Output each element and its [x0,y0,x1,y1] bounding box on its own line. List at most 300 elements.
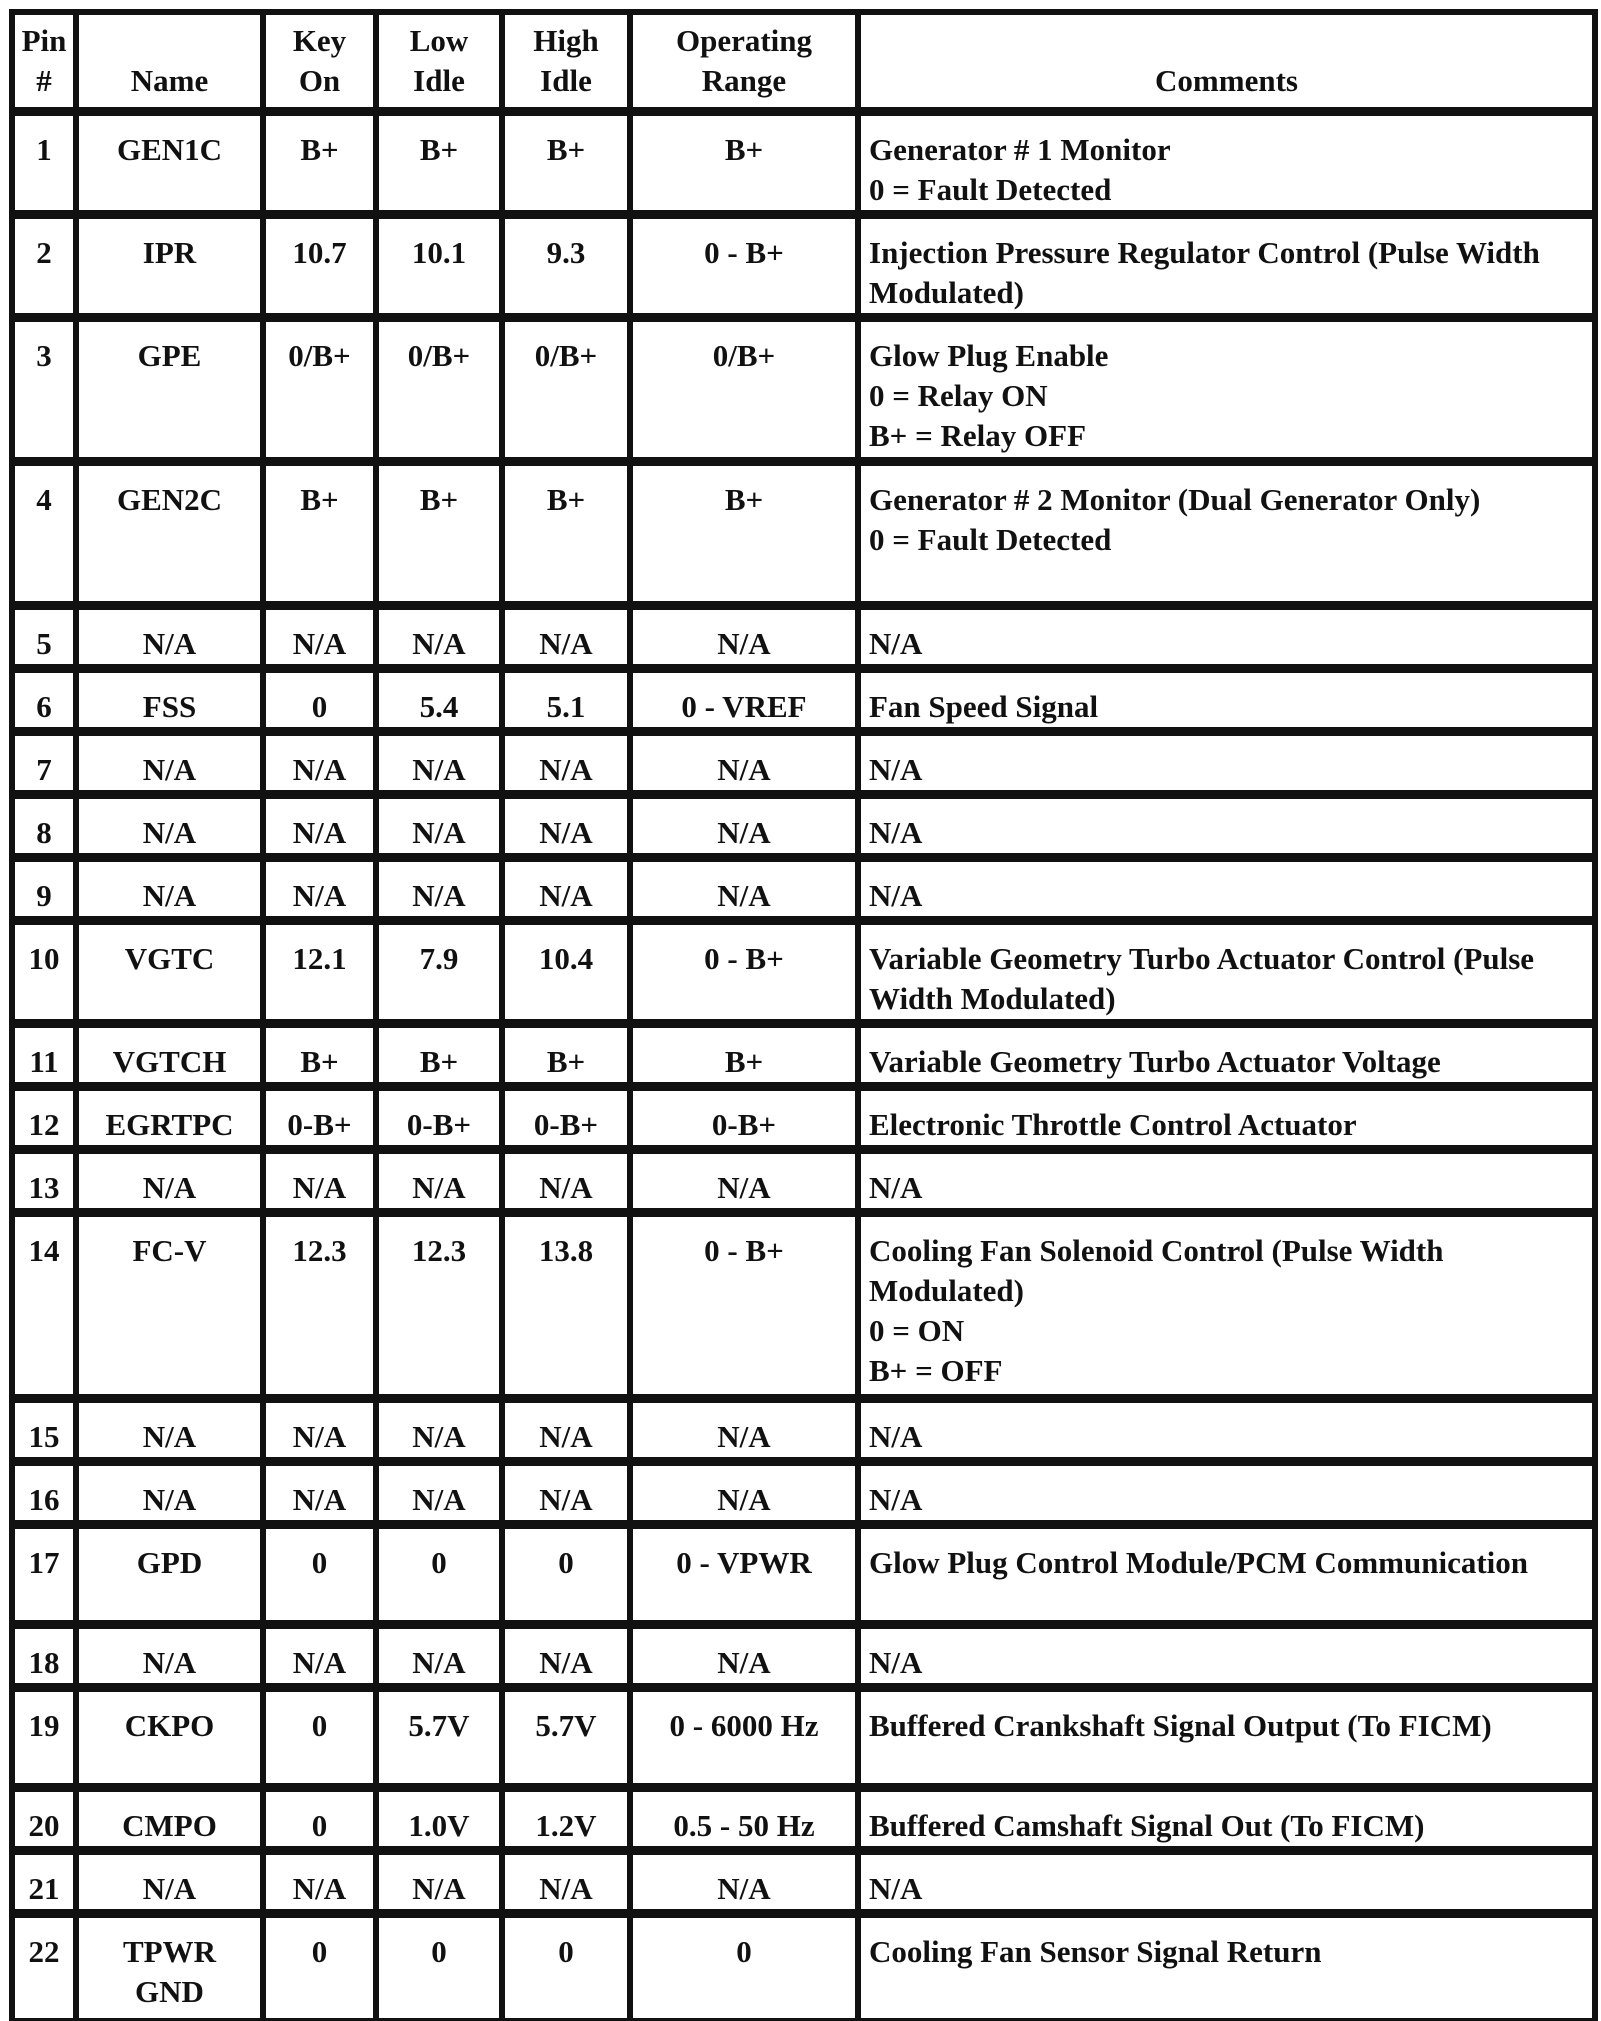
cell-pin-text: 4 [36,482,52,517]
cell-name [79,1855,266,1918]
cell-pin-text: 21 [28,1871,60,1906]
cell-comments-text: N/A [869,815,923,850]
cell-name-text: CMPO [122,1808,217,1843]
cell-low-idle [379,1629,505,1692]
cell-name-text: VGTC [124,941,215,976]
cell-name [79,925,266,1028]
cell-name-text: IPR [142,235,197,270]
cell-key-on-text: N/A [292,1419,347,1454]
cell-operating-range [633,610,861,673]
cell-pin [15,673,79,736]
table-row [15,736,1592,799]
cell-comments-text: N/A [869,1645,923,1680]
cell-low-idle [379,466,505,610]
cell-high-idle-text: N/A [539,1482,593,1517]
table-row [15,1028,1592,1091]
cell-key-on [266,1217,379,1403]
cell-high-idle-text: N/A [539,1645,593,1680]
cell-low-idle [379,1466,505,1529]
cell-low-idle-text: 10.1 [411,235,467,270]
cell-low-idle-text: N/A [412,1170,466,1205]
cell-pin-text: 13 [28,1170,60,1205]
cell-comments-text: N/A [869,878,923,913]
cell-operating-range [633,1154,861,1217]
table-row [15,799,1592,862]
cell-key-on [266,1629,379,1692]
cell-key-on [266,1918,379,2018]
cell-comments-text: Glow Plug Enable 0 = Relay ON B+ = Relay OFF [869,338,1109,453]
cell-operating-range [633,219,861,322]
cell-name-text: N/A [142,752,197,787]
cell-pin-text: 7 [36,752,52,787]
cell-pin-text: 19 [28,1708,60,1743]
cell-name [79,1918,266,2018]
cell-comments [861,466,1592,610]
cell-name-text: TPWR GND [123,1934,216,2009]
cell-key-on [266,1154,379,1217]
cell-high-idle [505,1217,633,1403]
cell-operating-range [633,322,861,466]
cell-comments [861,1792,1592,1855]
cell-key-on [266,925,379,1028]
cell-pin [15,1028,79,1091]
cell-name-text: FSS [142,689,197,724]
cell-key-on-text: N/A [292,1170,347,1205]
cell-pin [15,219,79,322]
cell-high-idle [505,736,633,799]
cell-key-on [266,1792,379,1855]
cell-operating-range-text: B+ [724,1044,764,1079]
cell-comments-text: Generator # 2 Monitor (Dual Generator Only) 0 = Fault Detected [869,482,1481,557]
cell-low-idle-text: 1.0V [408,1808,470,1843]
cell-high-idle-text: 0 [558,1545,574,1580]
cell-pin-text: 8 [36,815,52,850]
cell-pin-text: 10 [28,941,60,976]
cell-name [79,1091,266,1154]
cell-name [79,322,266,466]
cell-low-idle [379,116,505,219]
header-high-idle: High Idle [505,15,633,116]
cell-operating-range-text: 0 - B+ [704,235,784,270]
cell-name [79,1217,266,1403]
cell-key-on [266,1091,379,1154]
cell-name [79,1466,266,1529]
cell-operating-range-text: 0 - VPWR [676,1545,812,1580]
cell-name-text: N/A [142,626,197,661]
table-row [15,610,1592,673]
cell-key-on [266,1466,379,1529]
cell-low-idle-text: 0 [431,1934,447,1969]
cell-comments-text: Generator # 1 Monitor 0 = Fault Detected [869,132,1171,207]
cell-key-on [266,610,379,673]
table-row [15,1403,1592,1466]
cell-low-idle [379,1028,505,1091]
cell-low-idle-text: N/A [412,752,466,787]
cell-name-text: GPD [136,1545,203,1580]
header-key-on: Key On [266,15,379,116]
cell-high-idle-text: 13.8 [538,1233,594,1268]
cell-pin-text: 20 [28,1808,60,1843]
cell-operating-range-text: B+ [724,132,764,167]
cell-comments [861,1529,1592,1629]
cell-key-on-text: 0/B+ [288,338,351,373]
cell-low-idle-text: N/A [412,1419,466,1454]
cell-low-idle [379,736,505,799]
cell-key-on [266,1855,379,1918]
cell-name [79,1692,266,1792]
cell-name-text: VGTCH [112,1044,227,1079]
cell-name-text: N/A [142,815,197,850]
table-row [15,925,1592,1028]
cell-pin [15,116,79,219]
cell-comments-text: Buffered Camshaft Signal Out (To FICM) [869,1808,1425,1843]
cell-comments-text: N/A [869,1170,923,1205]
cell-comments-text: Variable Geometry Turbo Actuator Control (Pulse Width Modulated) [869,941,1535,1016]
cell-pin [15,1091,79,1154]
cell-low-idle [379,322,505,466]
cell-pin [15,466,79,610]
table-row [15,1466,1592,1529]
cell-low-idle [379,673,505,736]
cell-name-text: N/A [142,1419,197,1454]
cell-high-idle-text: B+ [546,482,586,517]
cell-pin [15,322,79,466]
cell-operating-range [633,799,861,862]
table-row [15,219,1592,322]
cell-operating-range [633,925,861,1028]
cell-comments [861,1466,1592,1529]
cell-low-idle [379,1529,505,1629]
cell-high-idle [505,466,633,610]
cell-comments [861,862,1592,925]
cell-low-idle-text: 12.3 [411,1233,467,1268]
cell-pin [15,1217,79,1403]
cell-high-idle-text: N/A [539,626,593,661]
cell-comments [861,799,1592,862]
cell-name-text: EGRTPC [105,1107,234,1142]
cell-operating-range [633,1403,861,1466]
cell-pin-text: 22 [28,1934,60,1969]
cell-comments-text: N/A [869,626,923,661]
cell-pin-text: 1 [36,132,52,167]
cell-pin [15,1529,79,1629]
table-row [15,1529,1592,1629]
cell-key-on [266,1692,379,1792]
cell-operating-range-text: N/A [717,815,771,850]
cell-operating-range [633,116,861,219]
cell-comments [861,116,1592,219]
cell-operating-range-text: N/A [717,1170,771,1205]
cell-name-text: N/A [142,1871,197,1906]
cell-comments [861,1217,1592,1403]
cell-name [79,1154,266,1217]
cell-low-idle [379,1403,505,1466]
cell-low-idle [379,1692,505,1792]
cell-high-idle [505,1403,633,1466]
cell-high-idle [505,1466,633,1529]
cell-high-idle-text: 9.3 [546,235,586,270]
cell-key-on-text: N/A [292,1871,347,1906]
cell-low-idle [379,925,505,1028]
cell-high-idle-text: N/A [539,878,593,913]
cell-low-idle-text: 5.7V [408,1708,470,1743]
cell-low-idle [379,799,505,862]
cell-operating-range-text: N/A [717,1871,771,1906]
cell-operating-range [633,1466,861,1529]
cell-low-idle-text: B+ [419,132,459,167]
cell-name [79,736,266,799]
cell-operating-range [633,1692,861,1792]
cell-high-idle-text: N/A [539,1419,593,1454]
cell-low-idle-text: 0/B+ [407,338,471,373]
cell-comments [861,219,1592,322]
cell-pin [15,1403,79,1466]
cell-comments [861,1918,1592,2018]
cell-comments-text: N/A [869,1482,923,1517]
cell-pin-text: 9 [36,878,52,913]
cell-low-idle-text: N/A [412,878,466,913]
cell-key-on-text: 0 [311,1545,328,1580]
cell-high-idle-text: 5.7V [535,1708,597,1743]
cell-name-text: GEN2C [116,482,223,517]
cell-operating-range [633,1855,861,1918]
cell-name-text: CKPO [124,1708,215,1743]
cell-name [79,1529,266,1629]
table-row [15,1091,1592,1154]
table-row [15,1855,1592,1918]
cell-low-idle [379,1217,505,1403]
cell-name-text: N/A [142,878,197,913]
cell-comments-text: N/A [869,752,923,787]
cell-comments [861,925,1592,1028]
cell-low-idle [379,1918,505,2018]
cell-name [79,219,266,322]
cell-low-idle-text: 0 [431,1545,447,1580]
table-row [15,1918,1592,2018]
header-pin: Pin # [15,15,79,116]
table-row [15,862,1592,925]
cell-high-idle [505,673,633,736]
cell-key-on [266,1403,379,1466]
cell-pin-text: 15 [28,1419,60,1454]
cell-name-text: N/A [142,1645,197,1680]
cell-operating-range [633,1529,861,1629]
cell-high-idle [505,610,633,673]
cell-high-idle [505,116,633,219]
cell-high-idle-text: N/A [539,1170,593,1205]
cell-key-on [266,1028,379,1091]
cell-key-on-text: 0-B+ [287,1107,352,1142]
cell-high-idle [505,1792,633,1855]
cell-key-on [266,466,379,610]
cell-pin [15,736,79,799]
cell-name [79,1792,266,1855]
cell-key-on [266,116,379,219]
table-row [15,1154,1592,1217]
cell-key-on-text: N/A [292,626,347,661]
cell-key-on-text: 10.7 [292,235,347,270]
cell-pin-text: 11 [29,1044,59,1079]
table-row [15,1629,1592,1692]
header-comments: Comments [861,15,1592,116]
cell-pin [15,1154,79,1217]
pin-table [12,12,1595,2021]
cell-name [79,116,266,219]
cell-low-idle-text: N/A [412,1871,466,1906]
cell-operating-range-text: 0 - VREF [681,689,807,724]
cell-key-on-text: N/A [292,752,347,787]
cell-comments-text: Glow Plug Control Module/PCM Communication [869,1545,1529,1580]
cell-high-idle-text: N/A [539,1871,593,1906]
cell-key-on-text: 12.3 [292,1233,347,1268]
cell-pin [15,1466,79,1529]
cell-low-idle-text: N/A [412,626,466,661]
cell-operating-range-text: N/A [717,752,771,787]
cell-pin [15,1855,79,1918]
cell-high-idle-text: 0/B+ [534,338,598,373]
cell-low-idle [379,1154,505,1217]
cell-comments-text: Electronic Throttle Control Actuator [869,1107,1357,1142]
cell-pin [15,610,79,673]
header-name: Name [79,15,266,116]
cell-comments-text: Cooling Fan Sensor Signal Return [869,1934,1322,1969]
cell-operating-range [633,466,861,610]
cell-pin-text: 5 [36,626,52,661]
cell-high-idle [505,219,633,322]
cell-pin [15,1629,79,1692]
cell-comments [861,1855,1592,1918]
cell-comments [861,1403,1592,1466]
cell-operating-range-text: 0 - B+ [704,941,784,976]
cell-high-idle-text: 10.4 [538,941,594,976]
cell-pin-text: 14 [28,1233,60,1268]
cell-comments [861,322,1592,466]
cell-low-idle-text: 5.4 [419,689,459,724]
cell-key-on [266,673,379,736]
cell-low-idle [379,1855,505,1918]
cell-name-text: GPE [137,338,202,373]
cell-operating-range [633,1792,861,1855]
cell-comments [861,1028,1592,1091]
header-low-idle: Low Idle [379,15,505,116]
cell-low-idle [379,219,505,322]
cell-name-text: N/A [142,1482,197,1517]
cell-pin [15,925,79,1028]
cell-operating-range-text: N/A [717,1482,771,1517]
cell-high-idle-text: N/A [539,815,593,850]
cell-low-idle [379,610,505,673]
cell-key-on-text: B+ [300,482,339,517]
cell-pin-text: 6 [36,689,52,724]
table-body [15,116,1592,2018]
header-operating-range: Operating Range [633,15,861,116]
table-row [15,1217,1592,1403]
cell-name [79,1028,266,1091]
cell-key-on-text: B+ [300,1044,339,1079]
cell-name [79,466,266,610]
cell-pin [15,1792,79,1855]
cell-key-on-text: 0 [311,1808,328,1843]
cell-comments-text: Injection Pressure Regulator Control (Pulse Width Modulated) [869,235,1540,310]
cell-comments-text: Fan Speed Signal [869,689,1099,724]
table-row [15,116,1592,219]
table-row [15,1692,1592,1792]
cell-name [79,1629,266,1692]
cell-operating-range [633,1028,861,1091]
cell-high-idle [505,322,633,466]
cell-high-idle [505,1529,633,1629]
cell-pin-text: 2 [36,235,52,270]
cell-low-idle [379,1792,505,1855]
cell-operating-range-text: 0/B+ [712,338,776,373]
cell-name-text: FC-V [132,1233,207,1268]
cell-comments [861,1091,1592,1154]
cell-comments [861,1629,1592,1692]
cell-operating-range [633,1217,861,1403]
cell-key-on-text: N/A [292,1482,347,1517]
cell-high-idle [505,862,633,925]
cell-key-on-text: N/A [292,1645,347,1680]
cell-key-on [266,322,379,466]
cell-low-idle [379,862,505,925]
cell-high-idle [505,925,633,1028]
cell-comments-text: Cooling Fan Solenoid Control (Pulse Width Modulated) 0 = ON B+ = OFF [869,1233,1444,1388]
cell-low-idle-text: 7.9 [419,941,459,976]
cell-comments-text: Buffered Crankshaft Signal Output (To FICM) [869,1708,1492,1743]
cell-operating-range [633,736,861,799]
cell-operating-range-text: N/A [717,1645,771,1680]
cell-operating-range [633,1918,861,2018]
cell-low-idle-text: N/A [412,1645,466,1680]
cell-pin-text: 3 [36,338,52,373]
cell-high-idle-text: 1.2V [535,1808,597,1843]
cell-key-on-text: B+ [300,132,339,167]
cell-high-idle [505,1918,633,2018]
cell-name [79,799,266,862]
cell-name [79,862,266,925]
cell-operating-range [633,862,861,925]
cell-high-idle-text: 5.1 [546,689,586,724]
cell-operating-range-text: 0-B+ [711,1107,777,1142]
cell-high-idle-text: B+ [546,132,586,167]
cell-operating-range [633,1629,861,1692]
cell-comments [861,610,1592,673]
cell-operating-range-text: 0 [736,1934,752,1969]
cell-key-on-text: 0 [311,1934,328,1969]
cell-pin [15,862,79,925]
cell-comments [861,736,1592,799]
cell-key-on-text: 0 [311,1708,328,1743]
cell-name [79,673,266,736]
cell-name-text: GEN1C [116,132,223,167]
table-row [15,673,1592,736]
cell-pin [15,1692,79,1792]
cell-comments-text: Variable Geometry Turbo Actuator Voltage [869,1044,1441,1079]
cell-high-idle-text: 0-B+ [533,1107,599,1142]
cell-high-idle [505,1028,633,1091]
cell-operating-range-text: B+ [724,482,764,517]
cell-key-on [266,799,379,862]
cell-name-text: N/A [142,1170,197,1205]
cell-key-on [266,1529,379,1629]
cell-pin [15,1918,79,2018]
cell-key-on [266,736,379,799]
cell-pin-text: 17 [28,1545,60,1580]
cell-low-idle-text: 0-B+ [406,1107,472,1142]
cell-key-on [266,219,379,322]
cell-comments [861,1154,1592,1217]
cell-pin-text: 16 [28,1482,60,1517]
